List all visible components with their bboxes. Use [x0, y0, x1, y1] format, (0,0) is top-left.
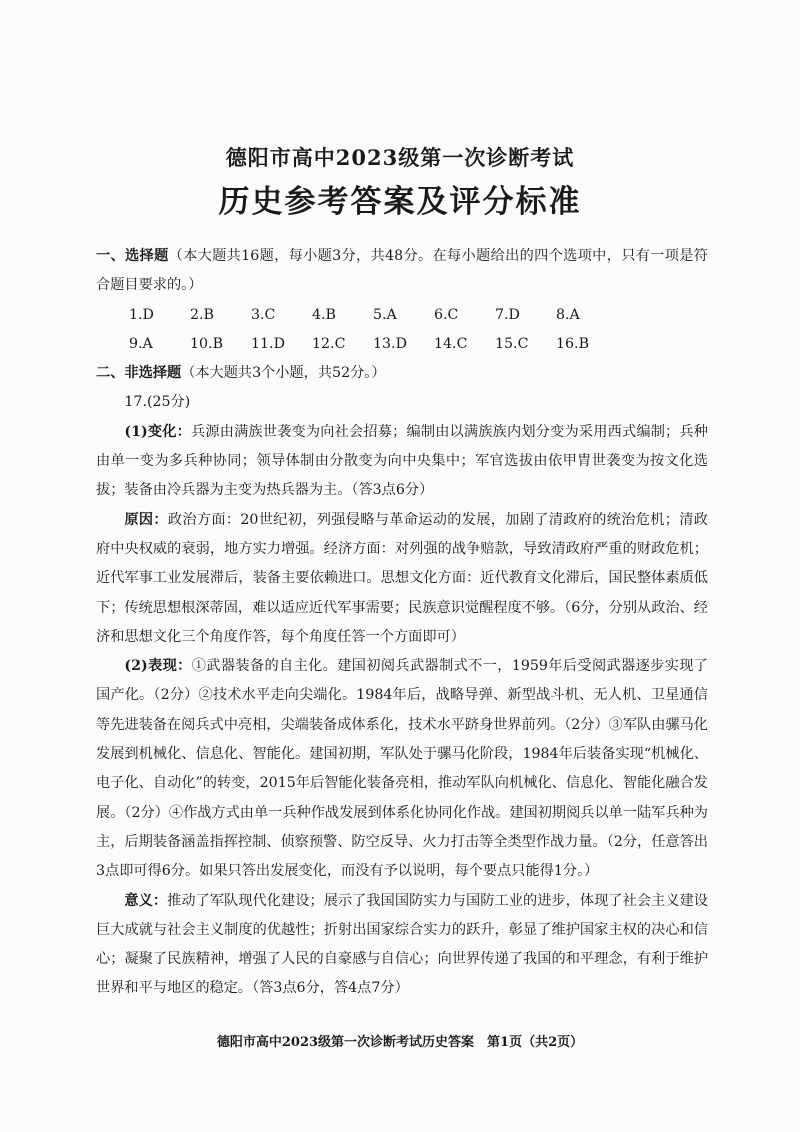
answer-item: 6.C — [434, 306, 459, 323]
section2-heading: 二、非选择题 — [96, 365, 182, 382]
answer-item: 11.D — [251, 335, 285, 352]
answer-item: 8.A — [556, 306, 580, 323]
section1-note: （本大题共16题，每小题3分，共48分。在每小题给出的四个选项中，只有一项是符合题目要求的。） — [96, 248, 708, 294]
section2-note: （本大题共3个小题，共52分。） — [181, 365, 386, 382]
answer-item: 1.D — [129, 306, 154, 323]
answer-content — [96, 242, 708, 1004]
answer-item: 15.C — [495, 335, 529, 352]
answer-item: 14.C — [434, 335, 468, 352]
section2-intro — [96, 359, 708, 388]
q17-meaning-label: 意义： — [124, 892, 168, 909]
answer-item: 13.D — [373, 335, 407, 352]
q17-part1-reason-text: 政治方面：20世纪初，列强侵略与革命运动的发展，加剧了清政府的统治危机；清政府中央权威的衰弱，地方实力增强。经济方面：对列强的战争赔款，导致清政府严重的财政危机；近代军事工业发展滞后，装备主要依赖进口。思想文化方面：近代教育文化滞后，国民整体素质低下；传统思想根深蒂固，难以适应近代军事需要；民族意识觉醒程度不够。（6分，分别从政治、经济和思想文化三个角度作答，每个角度任答一个方面即可） — [96, 511, 708, 645]
answer-item: 5.A — [373, 306, 397, 323]
answer-item: 9.A — [129, 335, 153, 352]
answer-item: 2.B — [190, 306, 214, 323]
q17-part1-reason — [96, 506, 708, 652]
q17-part1-change — [96, 418, 708, 506]
q17-part1-change-label: (1)变化： — [124, 423, 191, 440]
answer-item: 3.C — [251, 306, 276, 323]
multiple-choice-answer-grid — [96, 301, 708, 360]
q17-part2-manifestation — [96, 652, 708, 886]
question-17-title: 17.(25分) — [124, 394, 191, 411]
section1-intro — [96, 242, 708, 301]
answer-item: 10.B — [190, 335, 223, 352]
q17-part2-text: ①武器装备的自主化。建国初阅兵武器制式不一，1959年后受阅武器逐步实现了国产化。（2分）②技术水平走向尖端化。1984年后，战略导弹、新型战斗机、无人机、卫星通信等先进装备在阅兵式中亮相，尖端装备成体系化，技术水平跻身世界前列。（2分）③军队由骡马化发展到机械化、信息化、智能化。建国初期，军队处于骡马化阶段，1984年后装备实现“机械化、电子化、自动化”的转变，2015年后智能化装备亮相，推动军队向机械化、信息化、智能化融合发展。（2分）④作战方式由单一兵种作战发展到体系化协同化作战。建国初期阅兵以单一陆军兵种为主，后期装备涵盖指挥控制、侦察预警、防空反导、火力打击等全类型作战力量。（2分，任意答出3点即可得6分。如果只答出发展变化，而没有予以说明，每个要点只能得1分。） — [96, 658, 708, 880]
answer-item: 12.C — [312, 335, 346, 352]
q17-meaning-text: 推动了军队现代化建设；展示了我国国防实力与国防工业的进步，体现了社会主义建设巨大成就与社会主义制度的优越性；折射出国家综合实力的跃升，彰显了维护国家主权的决心和信心；凝聚了民族精神，增强了人民的自豪感与自信心；向世界传递了我国的和平理念，有利于维护世界和平与地区的稳定。（答3点6分，答4点7分） — [96, 892, 708, 997]
page-title: 历史参考答案及评分标准 — [218, 184, 582, 220]
school-exam-title: 德阳市高中2023级第一次诊断考试 — [225, 145, 575, 170]
section1-heading: 一、选择题 — [96, 248, 169, 264]
page-footer: 德阳市高中2023级第一次诊断考试历史答案 第1页（共2页） — [216, 1035, 584, 1050]
answer-item: 16.B — [556, 335, 589, 352]
q17-part1-change-text: 兵源由满族世袭变为向社会招募；编制由以满族族内划分变为采用西式编制；兵种由单一变为多兵种协同；领导体制由分散变为向中央集中；军官选拔由依甲胄世袭变为按文化选拔；装备由冷兵器为主变为热兵器为主。（答3点6分） — [96, 423, 708, 499]
answer-item: 7.D — [495, 306, 520, 323]
answer-item: 4.B — [312, 306, 336, 323]
q17-part2-label: (2)表现： — [124, 658, 192, 675]
q17-part1-reason-label: 原因： — [124, 511, 168, 528]
q17-meaning — [96, 887, 708, 1004]
